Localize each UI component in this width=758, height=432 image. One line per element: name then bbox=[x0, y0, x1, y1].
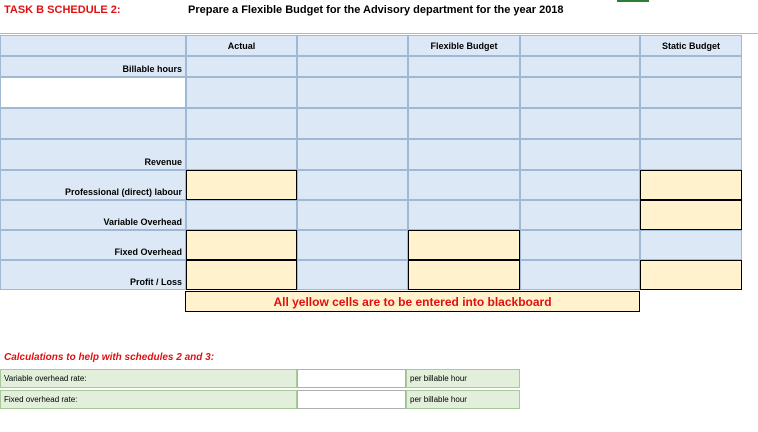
grid-cell[interactable] bbox=[520, 77, 640, 108]
grid-cell[interactable] bbox=[408, 77, 520, 108]
instruction-banner: All yellow cells are to be entered into blackboard bbox=[185, 291, 640, 312]
grid-cell[interactable] bbox=[520, 230, 640, 260]
grid-cell[interactable] bbox=[408, 170, 520, 200]
grid-cell[interactable] bbox=[408, 56, 520, 77]
grid-cell[interactable] bbox=[520, 108, 640, 139]
row-label-labour: Professional (direct) labour bbox=[0, 170, 186, 200]
yellow-input-cell[interactable] bbox=[640, 170, 742, 200]
variable-overhead-rate-label bbox=[0, 369, 297, 388]
grid-cell bbox=[0, 108, 186, 139]
variable-overhead-rate-text: Variable overhead rate: bbox=[4, 374, 87, 383]
grid-cell[interactable] bbox=[408, 108, 520, 139]
grid-cell[interactable] bbox=[297, 139, 408, 170]
grid-cell[interactable] bbox=[297, 260, 408, 290]
grid-cell[interactable] bbox=[520, 260, 640, 290]
yellow-input-cell[interactable] bbox=[408, 260, 520, 290]
grid-cell[interactable] bbox=[297, 108, 408, 139]
fixed-overhead-unit-text: per billable hour bbox=[410, 395, 467, 404]
grid-cell[interactable] bbox=[640, 108, 742, 139]
variable-overhead-rate-input[interactable] bbox=[297, 369, 406, 388]
col-header-actual: Actual bbox=[186, 35, 297, 56]
row-label-fixed-overhead: Fixed Overhead bbox=[0, 230, 186, 260]
grid-cell[interactable] bbox=[640, 56, 742, 77]
grid-cell[interactable] bbox=[640, 77, 742, 108]
grid-cell[interactable] bbox=[297, 230, 408, 260]
grid-cell[interactable] bbox=[186, 56, 297, 77]
fixed-overhead-rate-input[interactable] bbox=[297, 390, 406, 409]
yellow-input-cell[interactable] bbox=[186, 260, 297, 290]
grid-cell[interactable] bbox=[297, 56, 408, 77]
row-label-variable-overhead: Variable Overhead bbox=[0, 200, 186, 230]
row-label-profit-loss: Profit / Loss bbox=[0, 260, 186, 290]
task-label: TASK B SCHEDULE 2: bbox=[4, 4, 121, 16]
grid-cell[interactable] bbox=[186, 108, 297, 139]
grid-cell[interactable] bbox=[520, 170, 640, 200]
grid-cell bbox=[0, 35, 186, 56]
header-divider bbox=[0, 33, 758, 34]
grid-cell[interactable] bbox=[640, 139, 742, 170]
grid-cell[interactable] bbox=[520, 139, 640, 170]
variable-overhead-rate-unit bbox=[406, 369, 520, 388]
yellow-input-cell[interactable] bbox=[186, 230, 297, 260]
sheet-top-accent bbox=[617, 0, 649, 2]
page-title: Prepare a Flexible Budget for the Advisory department for the year 2018 bbox=[188, 4, 564, 16]
calculations-title: Calculations to help with schedules 2 and 3: bbox=[4, 352, 215, 363]
grid-cell[interactable] bbox=[186, 139, 297, 170]
yellow-input-cell[interactable] bbox=[186, 170, 297, 200]
grid-cell[interactable] bbox=[640, 230, 742, 260]
col-header-flexible-budget: Flexible Budget bbox=[408, 35, 520, 56]
fixed-overhead-rate-unit bbox=[406, 390, 520, 409]
variable-overhead-unit-text: per billable hour bbox=[410, 374, 467, 383]
grid-cell[interactable] bbox=[408, 139, 520, 170]
grid-cell[interactable] bbox=[297, 77, 408, 108]
grid-cell[interactable] bbox=[186, 77, 297, 108]
grid-cell[interactable] bbox=[186, 200, 297, 230]
grid-cell[interactable] bbox=[520, 56, 640, 77]
grid-cell[interactable] bbox=[297, 170, 408, 200]
row-label-billable-hours: Billable hours bbox=[0, 56, 186, 77]
yellow-input-cell[interactable] bbox=[640, 200, 742, 230]
grid-cell[interactable] bbox=[520, 35, 640, 56]
grid-cell bbox=[0, 77, 186, 108]
grid-cell[interactable] bbox=[297, 200, 408, 230]
fixed-overhead-rate-label bbox=[0, 390, 297, 409]
col-header-static-budget: Static Budget bbox=[640, 35, 742, 56]
row-label-revenue: Revenue bbox=[0, 139, 186, 170]
fixed-overhead-rate-text: Fixed overhead rate: bbox=[4, 395, 78, 404]
grid-cell[interactable] bbox=[520, 200, 640, 230]
yellow-input-cell[interactable] bbox=[640, 260, 742, 290]
yellow-input-cell[interactable] bbox=[408, 230, 520, 260]
grid-cell[interactable] bbox=[297, 35, 408, 56]
grid-cell[interactable] bbox=[408, 200, 520, 230]
